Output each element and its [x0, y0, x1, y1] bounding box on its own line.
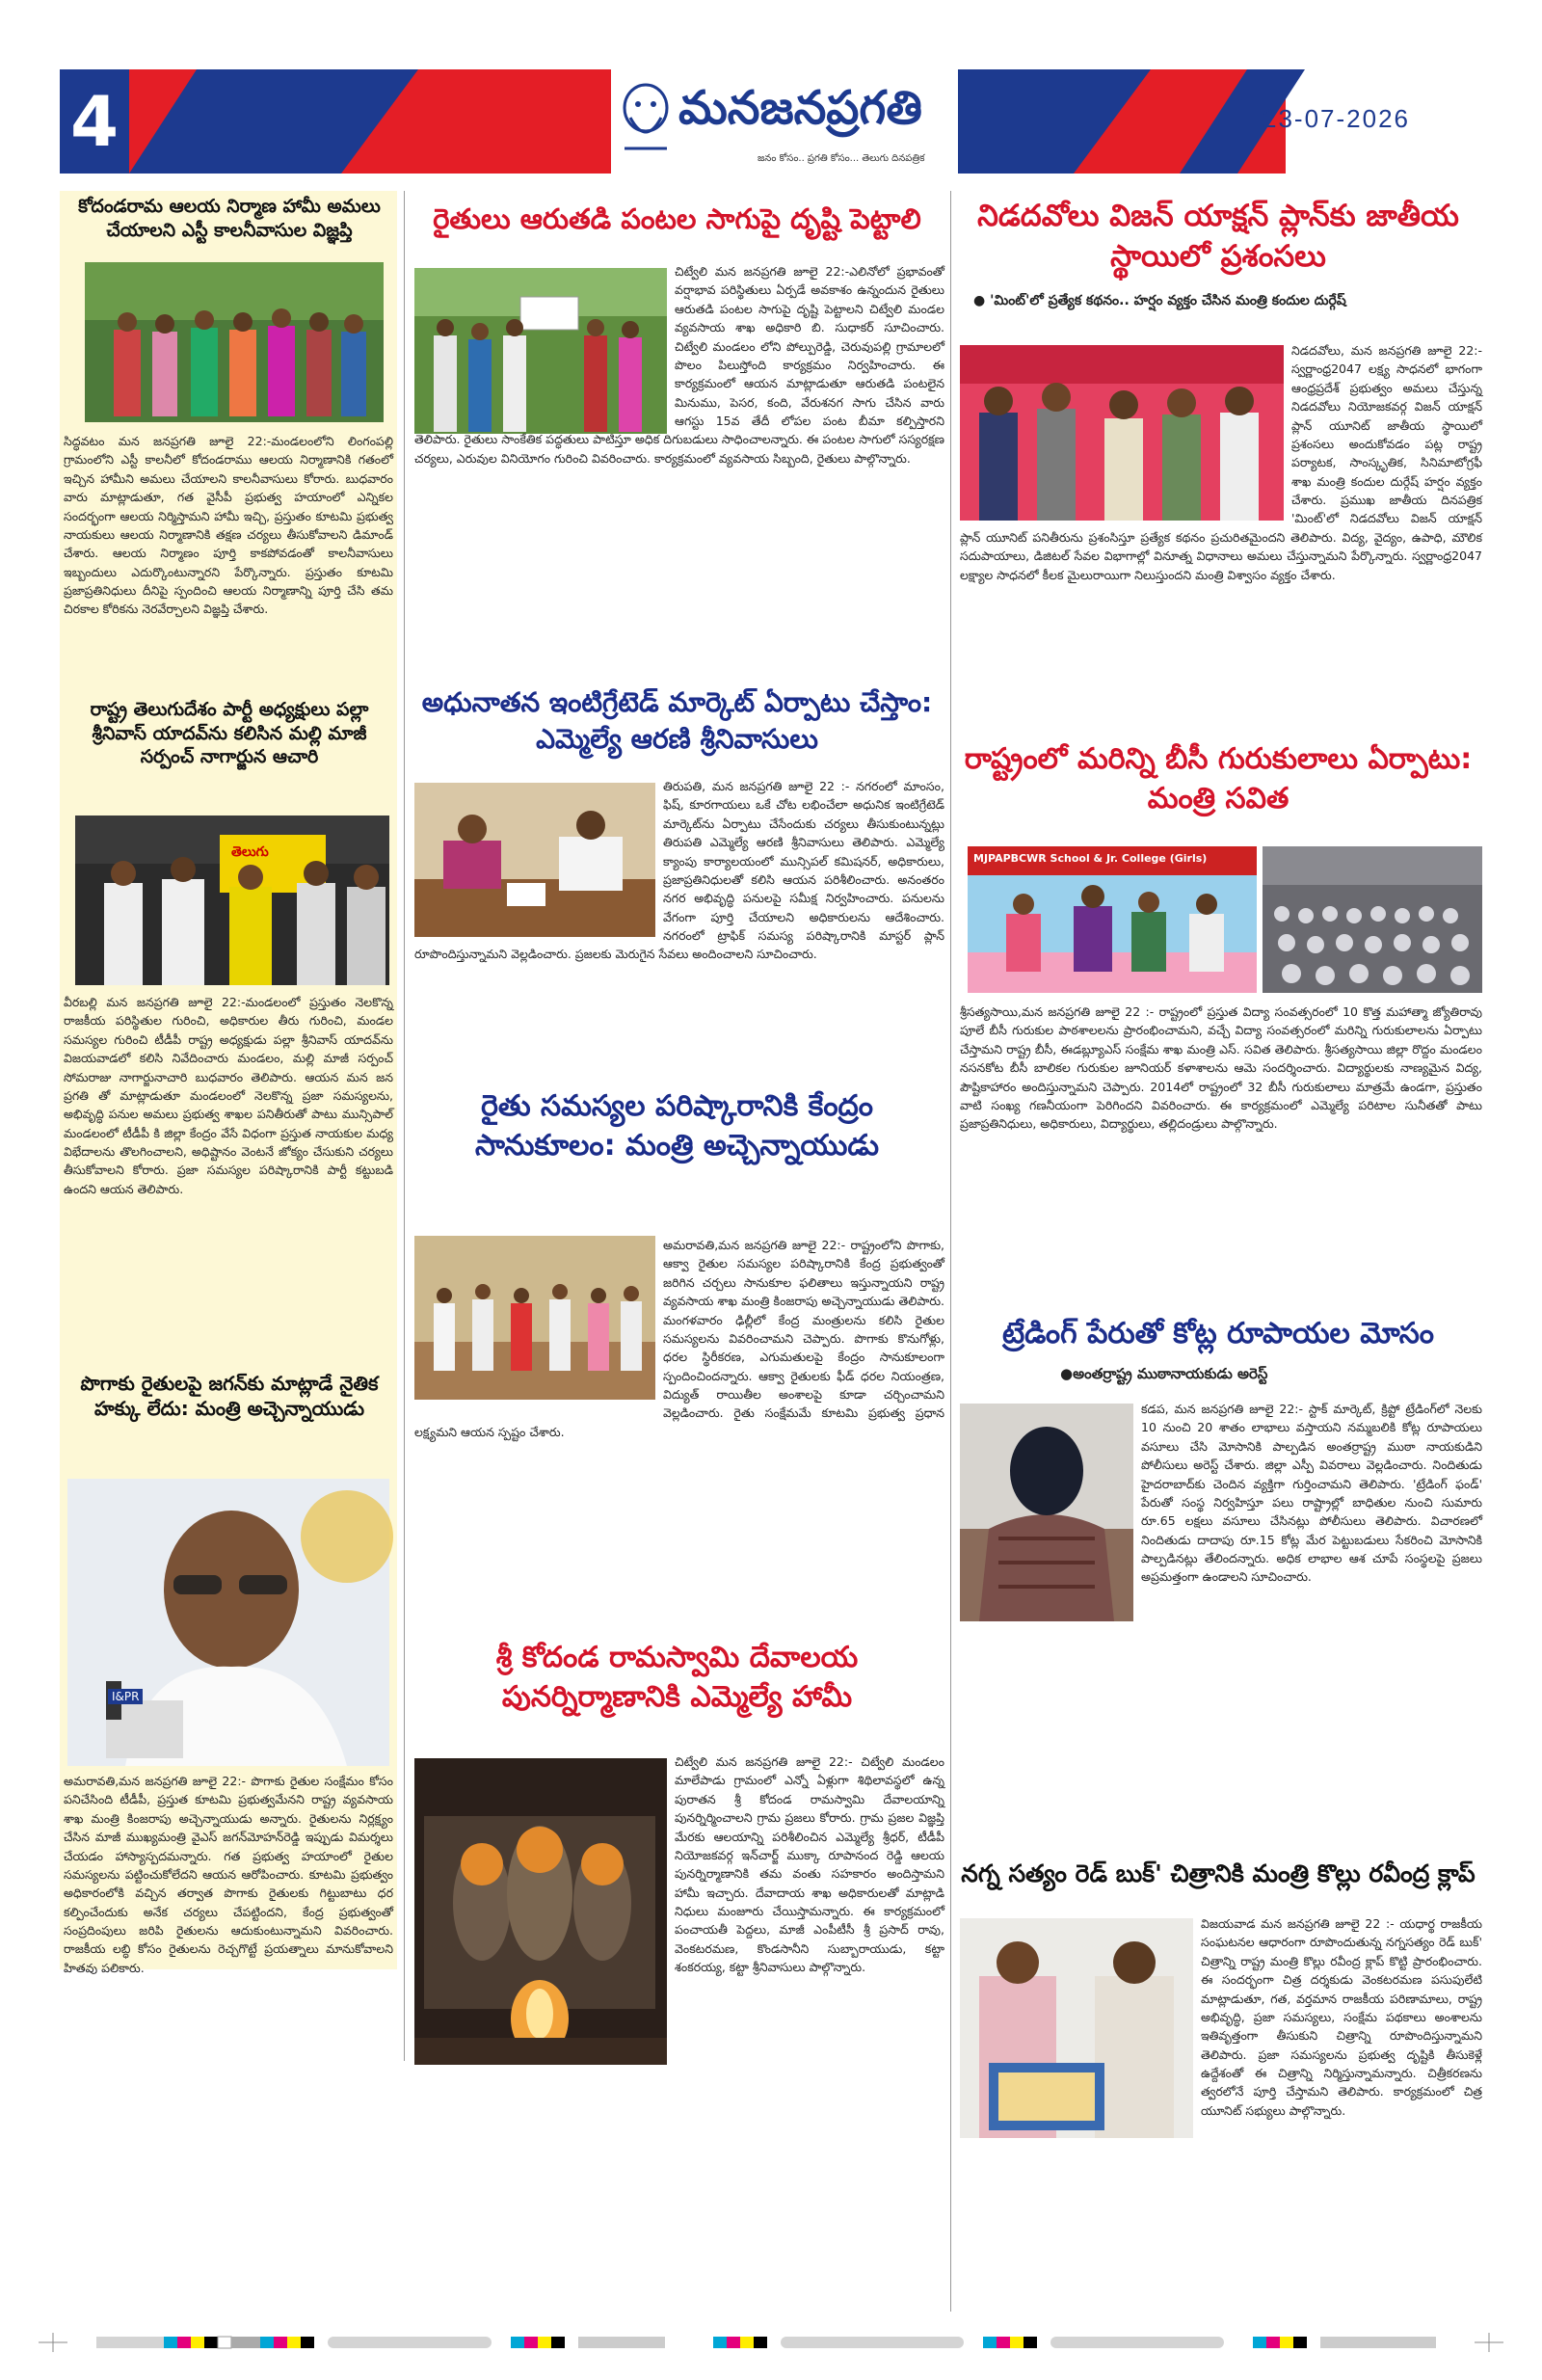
logo-area — [613, 69, 958, 174]
page-number: 4 — [69, 81, 120, 162]
right-story1-subhead: ● 'మింట్‌'లో ప్రత్యేక కథనం.. హర్షం వ్యక్తం చేసిన మంత్రి కందుల దుర్గేష్ — [973, 293, 1346, 308]
school-banner-text: MJPAPBCWR School & Jr. College (Girls) — [973, 852, 1208, 865]
mid-story1-body: చిట్వేలి మన జనప్రగతి జూలై 22:-ఎలినోలో ప్రభావంతో వర్షాభావ పరిస్థితులు ఏర్పడే అవకాశం ఉన్నందున రైతులు ఆరుతడి పంటల సాగుపై దృష్టి పెట్టాలని చిట్వేలి మండల వ్యవసాయ శాఖ అధికారి బి. సుధాకర్ సూచించారు. చిట్వేలి మండలం లోని పోల్పురెడ్డి, చెరువుపల్లి గ్రామాలలో పొలం పిలుస్తోంది కార్యక్రమం నిర్వహించారు. ఈ కార్యక్రమంలో ఆయన మాట్లాడుతూ ఆరుతడి పంటలైన మినుము, పెసర, కంది, వేరుశనగ సాగు చేసిన వారు ఆగస్టు 15వ తేదీ లోపల పంట బీమా కల్పిస్తారని తెలిపారు. రైతులు సాంకేతిక పద్ధతులు పాటిస్తూ అధిక దిగుబడులు సాధించాలన్నారు. ఈ పంటల సాగులో సస్యరక్షణ చర్యలు, ఎరువుల వినియోగం గురించి వివరించారు. కార్యక్రమంలో వ్యవసాయ సిబ్బంది, రైతులు పాల్గొన్నారు. — [414, 264, 944, 466]
mid-story2-headline: అధునాతన ఇంటిగ్రేటెడ్ మార్కెట్ ఏర్పాటు చేస్తాం: ఎమ్మెల్యే ఆరణి శ్రీనివాసులు — [421, 686, 933, 755]
mid-story3-headline: రైతు సమస్యల పరిష్కారానికి కేంద్రం సానుకూలం: మంత్రి అచ్చెన్నాయుడు — [474, 1089, 880, 1163]
right-story1-headline: నిడదవోలు విజన్ యాక్షన్ ప్లాన్‌కు జాతీయ స్థాయిలో ప్రశంసలు — [977, 199, 1459, 274]
left-story3-headline: పొగాకు రైతులపై జగన్‌కు మాట్లాడే నైతిక హక్కు లేదు: మంత్రి అచ్చెన్నాయుడు — [80, 1372, 379, 1420]
mid-story2-body: తిరుపతి, మన జనప్రగతి జూలై 22 :- నగరంలో మాంసం, ఫిష్, కూరగాయలు ఒకే చోట లభించేలా అధునిక ఇంటిగ్రేటెడ్ మార్కెట్‌ను ఏర్పాటు చేసేందుకు చర్యలు తీసుకుంటున్నట్లు తిరుపతి ఎమ్మెల్యే ఆరణి శ్రీనివాసులు తెలిపారు. ఎమ్మెల్యే క్యాంపు కార్యాలయంలో మున్సిపల్ కమిషనర్, అధికారులు, ప్రజాప్రతినిధులతో కలిసి ఆయన పరిశీలించారు. అనంతరం నగర అభివృద్ధి పనులపై సమీక్ష నిర్వహించారు. పనులను వేగంగా పూర్తి చేయాలని అధికారులను ఆదేశించారు. నగరంలో ట్రాఫిక్ సమస్య పరిష్కారానికి మాస్టర్ ప్లాన్ రూపొందిస్తున్నామని వెల్లడించారు. ప్రజలకు మెరుగైన సేవలు అందించాలని సూచించారు. — [414, 779, 944, 962]
photo-tag-telugu: తెలుగు — [231, 844, 269, 860]
left-story2-body: వీరబల్లి మన జనప్రగతి జూలై 22:-మండలంలో ప్రస్తుతం నెలకొన్న రాజకీయ పరిస్థితుల గురించి, అధికారుల తీరు గురించి, మండల సమస్యల గురించి టీడీపీ రాష్ట్ర అధ్యక్షుడు పల్లా శ్రీనివాస్ యాదవ్‌ను విజయవాడలో కలిసి నివేదించారు మండలం, మల్లి మాజీ సర్పంచ్ సోమరాజు నాగార్జునాచారి బుధవారం తెలిపారు. ఆయన మన జన ప్రగతి తో మాట్లాడుతూ మండలంలో నెలకొన్న ప్రజా సమస్యలను, అభివృద్ధి పనుల అమలు ప్రభుత్వ శాఖల పనితీరుతో పాటు మున్సిపాల్ మండలంలో టీడీపీ కి జిల్లా కేంద్రం వేసే విధంగా ప్రస్తుత నాయకుల మధ్య విభేదాలను తొలగించాలని, అధిష్టానం వెంటనే జోక్యం చేసుకుని చర్యలు తీసుకోవాలని కోరారు. ప్రజా సమస్యల పరిష్కారానికి పార్టీ కట్టుబడి ఉందని ఆయన తెలిపారు. — [64, 995, 393, 1196]
logo-mascot-icon — [617, 79, 675, 156]
left-photo-3 — [67, 1479, 389, 1766]
mid-story1-headline: రైతులు ఆరుతడి పంటల సాగుపై దృష్టి పెట్టాలి — [433, 202, 921, 235]
right-story3-body: కడప, మన జనప్రగతి జూలై 22:- స్టాక్ మార్కెట్, క్రిప్టో ట్రేడింగ్‌లో నెలకు 10 నుంచి 20 శాతం లాభాలు వస్తాయని నమ్మబలికి కోట్ల రూపాయలు వసూలు చేసి మోసానికి పాల్పడిన అంతర్రాష్ట్ర ముఠా నాయకుడిని పోలీసులు అరెస్ట్ చేశారు. జిల్లా ఎస్పీ వివరాలు వెల్లడించారు. నిందితుడు హైదరాబాద్‌కు చెందిన వ్యక్తిగా గుర్తించామని తెలిపారు. 'ట్రేడింగ్ ఫండ్' పేరుతో సంస్థ నిర్వహిస్తూ పలు రాష్ట్రాల్లో బాధితుల నుంచి సుమారు రూ.65 లక్షలు వసూలు చేసినట్లు పోలీసులు తెలిపారు. విచారణలో నిందితుడు దాదాపు రూ.15 కోట్ల మేర పెట్టుబడులు సేకరించి మోసానికి పాల్పడినట్లు తేలిందన్నారు. అధిక లాభాల ఆశ చూపే సంస్థలపై ప్రజలు అప్రమత్తంగా ఉండాలని సూచించారు. — [1141, 1402, 1482, 1585]
paper-tagline: జనం కోసం.. ప్రగతి కోసం... తెలుగు దినపత్రిక — [758, 153, 925, 164]
right-story2-headline: రాష్ట్రంలో మరిన్ని బీసీ గురుకులాలు ఏర్పాటు: మంత్రి సవిత — [964, 742, 1473, 816]
ipr-badge: I&PR — [108, 1689, 143, 1704]
left-story3-body: అమరావతి,మన జనప్రగతి జూలై 22:- పొగాకు రైతుల సంక్షేమం కోసం పనిచేసింది టీడీపీ, ప్రస్తుత కూటమి ప్రభుత్వమేనని రాష్ట్ర వ్యవసాయ శాఖ మంత్రి కింజరాపు అచ్చెన్నాయుడు అన్నారు. రైతులను నిర్లక్ష్యం చేసిన మాజీ ముఖ్యమంత్రి వైఎస్ జగన్‌మోహన్‌రెడ్డి ఇప్పుడు విమర్శలు చేయడం హాస్యాస్పదమన్నారు. గత ప్రభుత్వ హయాంలో రైతుల సమస్యలను పట్టించుకోలేదని ఆయన ఆరోపించారు. కూటమి ప్రభుత్వం అధికారంలోకి వచ్చిన తర్వాత పొగాకు రైతులకు గిట్టుబాటు ధర కల్పించేందుకు అనేక చర్యలు చేపట్టిందని, కేంద్ర ప్రభుత్వంతో సంప్రదింపులు జరిపి రైతులను ఆదుకుంటున్నామని వివరించారు. రాజకీయ లబ్ధి కోసం రైతులను రెచ్చగొట్టే ప్రయత్నాలు మానుకోవాలని హితవు పలికారు. — [64, 1774, 393, 1975]
print-registration-bar — [39, 2333, 1503, 2352]
mid-story4-headline: శ్రీ కోదండ రామస్వామి దేవాలయ పునర్నిర్మాణానికి ఎమ్మెల్యే హామీ — [495, 1641, 859, 1714]
issue-date: 23-07-2026 — [1263, 104, 1410, 133]
mid-story4-body: చిట్వేలి మన జనప్రగతి జూలై 22:- చిట్వేలి మండలం మాలేపాడు గ్రామంలో ఎన్నో ఏళ్లుగా శిథిలావస్థలో ఉన్న పురాతన శ్రీ కోదండ రామస్వామి దేవాలయాన్ని పునర్నిర్మించాలని గ్రామ ప్రజలు కోరారు. గ్రామ ప్రజల విజ్ఞప్తి మేరకు ఆలయాన్ని పరిశీలించిన ఎమ్మెల్యే శ్రీధర్, టీడీపీ నియోజకవర్గ ఇన్‌చార్జ్ ముక్కా రూపానంద రెడ్డి ఆలయ పునర్నిర్మాణానికి తమ వంతు సహకారం అందిస్తామని హామీ ఇచ్చారు. దేవాదాయ శాఖ అధికారులతో మాట్లాడి నిధులు మంజూరు చేయిస్తామన్నారు. ఈ కార్యక్రమంలో పంచాయతీ పెద్దలు, మాజీ ఎంపీటీసీ శ్రీ ప్రసాద్ రావు, వెంకటరమణ, కొండసానీని సుబ్బారాయుడు, కట్టా శంకరయ్య, కట్టా శ్రీనివాసులు పాల్గొన్నారు. — [675, 1754, 944, 1975]
divider-left — [404, 191, 405, 2061]
right-story3-subhead: ●అంతర్రాష్ట్ర ముఠానాయకుడు అరెస్ట్ — [1060, 1365, 1268, 1382]
page-number-box — [60, 69, 129, 174]
right-story4-body: విజయవాడ మన జనప్రగతి జూలై 22 :- యధార్థ రాజకీయ సంఘటనల ఆధారంగా రూపొందుతున్న నగ్నసత్యం రెడ్ బుక్' చిత్రాన్ని రాష్ట్ర మంత్రి కొల్లు రవీంద్ర క్లాప్ కొట్టి ప్రారంభించారు. ఈ సందర్భంగా చిత్ర దర్శకుడు వెంకటరమణ పసుపులేటి మాట్లాడుతూ, గత, వర్తమాన రాజకీయ పరిణామాలు, రాష్ట్ర అభివృద్ధి, ప్రజా సమస్యలు, సంక్షేమ పథకాలు అంశాలను ఇతివృత్తంగా తీసుకుని చిత్రాన్ని రూపొందిస్తున్నామని తెలిపారు. ప్రజా సమస్యలను ప్రభుత్వ దృష్టికి తీసుకెళ్లే ఉద్దేశంతో ఈ చిత్రాన్ని నిర్మిస్తున్నామన్నారు. చిత్రీకరణను త్వరలోనే పూర్తి చేస్తామని తెలిపారు. కార్యక్రమంలో చిత్ర యూనిట్ సభ్యులు పాల్గొన్నారు. — [1201, 1916, 1482, 2118]
right-story2-body: శ్రీసత్యసాయి,మన జనప్రగతి జూలై 22 :- రాష్ట్రంలో ప్రస్తుత విద్యా సంవత్సరంలో 10 కొత్త మహాత్మా జ్యోతిరావు పూలే బీసీ గురుకుల పాఠశాలలను ప్రారంభించామని, వచ్చే విద్యా సంవత్సరంలో మరిన్ని గురుకులాలను ఏర్పాటు చేస్తామని రాష్ట్ర బీసీ, ఈడబ్ల్యూఎస్ సంక్షేమ శాఖ మంత్రి ఎస్. సవిత తెలిపారు. శ్రీసత్యసాయి జిల్లా రొద్దం మండలం నసనకోట బీసీ బాలికల గురుకుల జూనియర్ కళాశాలను ఆమె సందర్శించారు. విద్యార్థులకు నాణ్యమైన విద్య, పౌష్టికాహారం అందిస్తున్నామని చెప్పారు. 2014లో రాష్ట్రంలో 32 బీసీ గురుకులాలు మాత్రమే ఉండగా, ప్రస్తుతం వాటి సంఖ్య గణనీయంగా పెరిగిందని వివరించారు. ఈ కార్యక్రమంలో ఎమ్మెల్యే పరిటాల సునీతతో పాటు ప్రజాప్రతినిధులు, అధికారులు, విద్యార్థులు, తల్లిదండ్రులు పాల్గొన్నారు. — [960, 1004, 1482, 1132]
right-photo-2b — [1263, 846, 1482, 993]
left-story1-body: సిద్ధవటం మన జనప్రగతి జూలై 22:-మండలంలోని లింగంపల్లి గ్రామంలోని ఎస్టీ కాలనీలో కోదండరాము ఆలయ నిర్మాణానికి గతంలో ఇచ్చిన హామీని అమలు చేయాలని కాలనీవాసులు కోరారు. బుధవారం వారు మాట్లాడుతూ, గత వైసీపీ ప్రభుత్వ హయాంలో ఎన్నికల సందర్భంగా ఆలయ నిర్మిస్తామని హామీ ఇచ్చి, ప్రస్తుతం కూటమి ప్రభుత్వ నాయకులు ఆలయ నిర్మాణానికి తక్షణ చర్యలు తీసుకోవాలని డిమాండ్ చేశారు. ఆలయ నిర్మాణం పూర్తి కాకపోవడంతో కాలనీవాసులు ఇబ్బందులు ఎదుర్కొంటున్నారని పేర్కొన్నారు. ప్రస్తుతం కూటమి ప్రజాప్రతినిధులు దీనిపై స్పందించి ఆలయ నిర్మాణాన్ని పూర్తి చేసి తమ చిరకాల కోరికను నెరవేర్చాలని విజ్ఞప్తి చేశారు. — [64, 434, 393, 617]
left-photo-2 — [75, 816, 389, 985]
left-story2-headline: రాష్ట్ర తెలుగుదేశం పార్టీ అధ్యక్షులు పల్లా శ్రీనివాస్ యాదవ్‌ను కలిసిన మల్లి మాజీ సర్పంచ్ నాగార్జున ఆచారి — [90, 699, 369, 768]
right-photo-2a — [968, 846, 1257, 993]
mid-story3-body: అమరావతి,మన జనప్రగతి జూలై 22:- రాష్ట్రంలోని పొగాకు, ఆక్వా రైతుల సమస్యల పరిష్కారానికి కేంద్ర ప్రభుత్వంతో జరిగిన చర్చలు సానుకూల ఫలితాలు ఇస్తున్నాయని రాష్ట్ర వ్యవసాయ శాఖ మంత్రి కింజరాపు అచ్చెన్నాయుడు తెలిపారు. మంగళవారం ఢిల్లీలో కేంద్ర మంత్రులను కలిసి రైతుల సమస్యలను వివరించామని చెప్పారు. పొగాకు కొనుగోళ్లు, ధరల స్థిరీకరణ, ఎగుమతులపై కేంద్రం సానుకూలంగా స్పందించిందన్నారు. ఆక్వా రైతులకు ఫీడ్ ధరల నియంత్రణ, విద్యుత్ రాయితీల అంశాలపై కూడా చర్చించామని వెల్లడించారు. రైతు సంక్షేమమే కూటమి ప్రభుత్వ ప్రధాన లక్ష్యమని ఆయన స్పష్టం చేశారు. — [414, 1238, 944, 1439]
right-story3-headline: ట్రేడింగ్ పేరుతో కోట్ల రూపాయల మోసం — [1002, 1317, 1434, 1350]
right-story4-headline: నగ్న సత్యం రెడ్ బుక్' చిత్రానికి మంత్రి కొల్లు రవీంద్ర క్లాప్ — [961, 1859, 1476, 1887]
left-photo-1 — [85, 262, 384, 422]
left-story1-headline: కోదండరామ ఆలయ నిర్మాణ హామీ అమలు చేయాలని ఎస్టీ కాలనీవాసుల విజ్ఞప్తి — [78, 196, 381, 241]
paper-name: మనజనప్రగతి — [678, 81, 922, 135]
right-story1-body: నిడదవోలు, మన జనప్రగతి జూలై 22:- స్వర్ణాంధ్ర2047 లక్ష్య సాధనలో భాగంగా ఆంధ్రప్రదేశ్ ప్రభుత్వం అమలు చేస్తున్న నిడదవోలు నియోజకవర్గ విజన్ యాక్షన్ ప్లాన్ యూనిట్ జాతీయ స్థాయిలో ప్రశంసలు అందుకోవడం పట్ల రాష్ట్ర పర్యాటక, సాంస్కృతిక, సినిమాటోగ్రఫీ శాఖ మంత్రి కందుల దుర్గేష్ హర్షం వ్యక్తం చేశారు. ప్రముఖ జాతీయ దినపత్రిక 'మింట్‌'లో నిడదవోలు విజన్ యాక్షన్ ప్లాన్ యూనిట్ పనితీరును ప్రశంసిస్తూ ప్రత్యేక కథనం ప్రచురితమైందని తెలిపారు. విద్య, వైద్యం, ఉపాధి, మౌలిక సదుపాయాలు, డిజిటల్ సేవల విభాగాల్లో వినూత్న విధానాలు అమలు చేస్తున్నామని పేర్కొన్నారు. స్వర్ణాంధ్ర2047 లక్ష్యాల సాధనలో కీలక మైలురాయిగా నిలుస్తుందని మంత్రి విశ్వాసం వ్యక్తం చేశారు. — [960, 343, 1482, 582]
divider-right — [950, 191, 951, 2312]
